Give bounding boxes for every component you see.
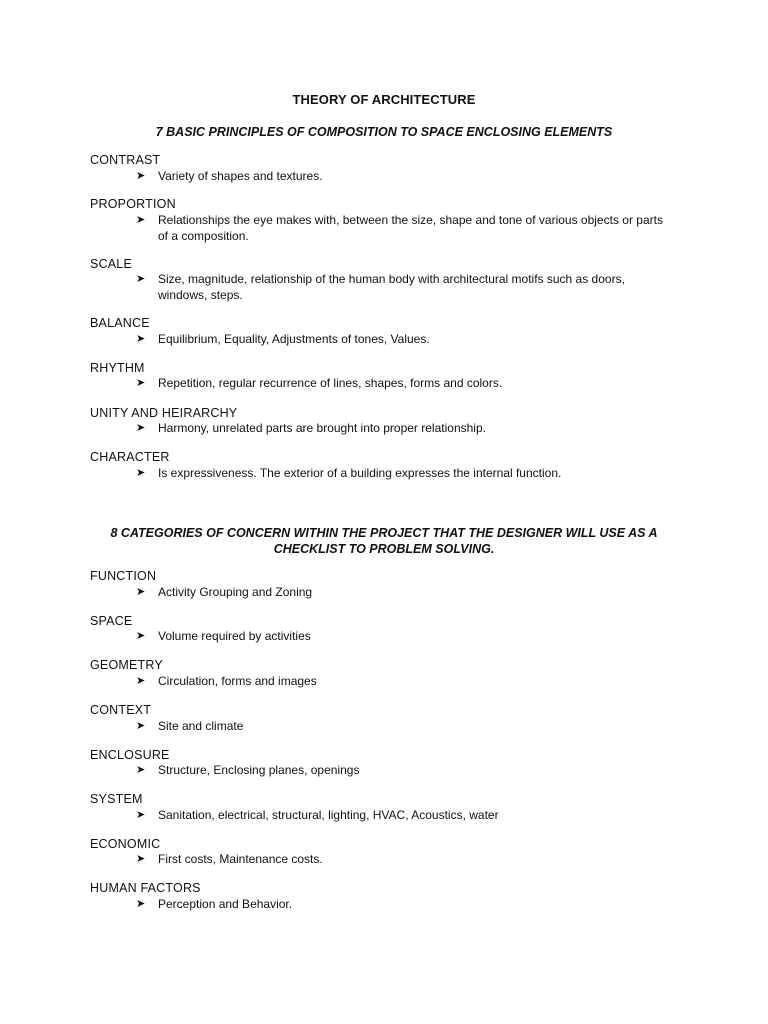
arrow-bullet-icon: ➤ [136,675,146,687]
bullet-text: Equilibrium, Equality, Adjustments of tones, Values. [158,332,430,346]
bullet-item [136,808,666,824]
bullet-item [136,169,666,185]
term-proportion: PROPORTION [90,197,176,211]
arrow-bullet-icon: ➤ [136,630,146,642]
term-space: SPACE [90,614,133,628]
bullet-text: Variety of shapes and textures. [158,169,323,183]
arrow-bullet-icon: ➤ [136,214,146,226]
bullet-item [136,852,666,868]
bullet-item [136,272,666,303]
term-scale: SCALE [90,257,132,271]
bullet-text: First costs, Maintenance costs. [158,852,323,866]
arrow-bullet-icon: ➤ [136,273,146,285]
bullet-item [136,466,666,482]
bullet-text: Is expressiveness. The exterior of a building expresses the internal function. [158,466,562,480]
term-context: CONTEXT [90,703,152,717]
arrow-bullet-icon: ➤ [136,467,146,479]
bullet-item [136,213,666,244]
bullet-text: Volume required by activities [158,629,311,643]
arrow-bullet-icon: ➤ [136,764,146,776]
arrow-bullet-icon: ➤ [136,377,146,389]
term-geometry: GEOMETRY [90,658,163,672]
arrow-bullet-icon: ➤ [136,422,146,434]
term-system: SYSTEM [90,792,143,806]
bullet-item [136,376,666,392]
bullet-item [136,719,666,735]
term-enclosure: ENCLOSURE [90,748,170,762]
term-human-factors: HUMAN FACTORS [90,881,201,895]
bullet-item [136,763,666,779]
bullet-item [136,421,666,437]
arrow-bullet-icon: ➤ [136,586,146,598]
arrow-bullet-icon: ➤ [136,333,146,345]
term-character: CHARACTER [90,450,170,464]
term-economic: ECONOMIC [90,837,161,851]
term-rhythm: RHYTHM [90,361,145,375]
section-heading-principles: 7 BASIC PRINCIPLES OF COMPOSITION TO SPACE ENCLOSING ELEMENTS [155,125,613,139]
term-balance: BALANCE [90,316,150,330]
bullet-text: Relationships the eye makes with, between the size, shape and tone of various objects or parts of a composition. [158,213,663,243]
arrow-bullet-icon: ➤ [136,170,146,182]
arrow-bullet-icon: ➤ [136,809,146,821]
bullet-text: Repetition, regular recurrence of lines, shapes, forms and colors. [158,376,503,390]
bullet-text: Perception and Behavior. [158,897,293,911]
section-heading-categories: 8 CATEGORIES OF CONCERN WITHIN THE PROJECT THAT THE DESIGNER WILL USE AS A CHECKLIST TO PROBLEM SOLVING. [110,526,658,556]
bullet-item [136,585,666,601]
bullet-text: Sanitation, electrical, structural, lighting, HVAC, Acoustics, water [158,808,499,822]
bullet-text: Activity Grouping and Zoning [158,585,313,599]
bullet-item [136,629,666,645]
arrow-bullet-icon: ➤ [136,853,146,865]
document-title: THEORY OF ARCHITECTURE [292,92,476,107]
term-contrast: CONTRAST [90,153,161,167]
bullet-text: Size, magnitude, relationship of the human body with architectural motifs such as doors, windows, steps. [158,272,625,302]
bullet-text: Site and climate [158,719,244,733]
arrow-bullet-icon: ➤ [136,720,146,732]
bullet-text: Structure, Enclosing planes, openings [158,763,360,777]
arrow-bullet-icon: ➤ [136,898,146,910]
bullet-text: Circulation, forms and images [158,674,317,688]
bullet-item [136,332,666,348]
bullet-item [136,674,666,690]
bullet-text: Harmony, unrelated parts are brought into proper relationship. [158,421,486,435]
bullet-item [136,897,666,913]
term-unity-and-heirarchy: UNITY AND HEIRARCHY [90,406,238,420]
term-function: FUNCTION [90,569,157,583]
